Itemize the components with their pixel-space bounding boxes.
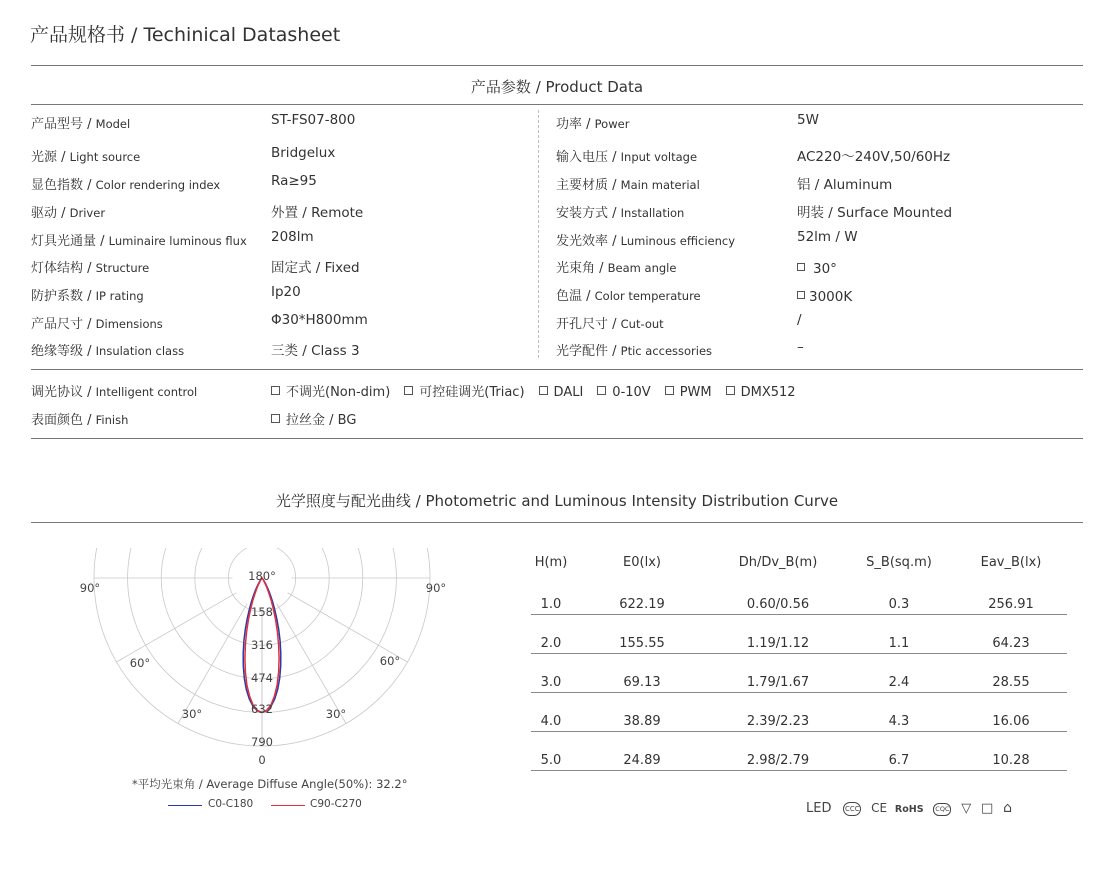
table-header: H(m) <box>534 554 568 570</box>
table-cell: 24.89 <box>571 732 713 771</box>
polar-label: 158 <box>251 605 273 619</box>
table-cell: 2.0 <box>531 615 571 654</box>
spec-label: 光源 / Light source <box>31 150 141 165</box>
table-cell: 4.0 <box>531 693 571 732</box>
spec-label: 安装方式 / Installation <box>556 206 685 221</box>
table-cell: 622.19 <box>571 576 713 615</box>
photometric-table <box>531 548 1067 771</box>
spec-label: 灯体结构 / Structure <box>31 261 150 276</box>
table-cell: 38.89 <box>571 693 713 732</box>
divider <box>31 522 1083 523</box>
table-cell: 2.39/2.23 <box>713 693 843 732</box>
divider <box>31 438 1083 439</box>
table-header: S_B(sq.m) <box>866 554 932 570</box>
table-cell: 10.28 <box>955 732 1067 771</box>
spec-value <box>271 112 355 128</box>
spec-label: 主要材质 / Main material <box>556 178 700 193</box>
table-header: Dh/Dv_B(m) <box>738 554 818 570</box>
polar-distribution-diagram <box>70 548 460 768</box>
polar-label: 30° <box>181 707 203 721</box>
checkbox-icon <box>597 386 606 395</box>
polar-label: 474 <box>251 671 273 685</box>
table-row <box>531 615 1067 654</box>
spec-value <box>797 112 819 128</box>
spec-value-text: 三类 / Class 3 <box>271 343 360 359</box>
table-cell: 1.79/1.67 <box>713 654 843 693</box>
page-title: 产品规格书 / Techinical Datasheet <box>30 24 341 46</box>
table-row <box>531 693 1067 732</box>
checkbox-icon <box>797 263 805 271</box>
spec-label: 功率 / Power <box>556 117 630 132</box>
cqc-mark-icon: CQC <box>933 803 951 816</box>
divider <box>31 65 1083 66</box>
spec-value-text: 外置 / Remote <box>271 205 364 221</box>
legend-line-c0 <box>168 805 202 806</box>
table-header: Eav_B(lx) <box>980 554 1042 570</box>
polar-label: 60° <box>129 656 151 670</box>
table-cell: 155.55 <box>571 615 713 654</box>
divider <box>31 104 1083 105</box>
table-cell: 2.4 <box>843 654 955 693</box>
polar-label: 790 <box>251 735 273 749</box>
table-cell: 1.19/1.12 <box>713 615 843 654</box>
spec-value-text: 固定式 / Fixed <box>271 260 360 276</box>
spec-label: 开孔尺寸 / Cut-out <box>556 317 664 332</box>
option-item: DMX512 <box>726 385 796 400</box>
spec-value-text: Ra≥95 <box>271 173 317 189</box>
polar-label: 632 <box>251 702 273 716</box>
option-item: PWM <box>665 385 712 400</box>
spec-value-text: / <box>797 312 802 328</box>
table-row <box>531 732 1067 771</box>
spec-value-text: 52lm / W <box>797 229 858 245</box>
table-cell: 5.0 <box>531 732 571 771</box>
spec-value <box>271 145 335 161</box>
option-item: 拉丝金 / BG <box>271 413 356 428</box>
checkbox-icon <box>539 386 548 395</box>
spec-label: 驱动 / Driver <box>31 206 106 221</box>
spec-value <box>797 173 892 193</box>
table-cell: 0.3 <box>843 576 955 615</box>
spec-value-text: 208lm <box>271 229 314 245</box>
control-label: 调光协议 / Intelligent control <box>31 385 198 400</box>
polar-label: 0 <box>258 753 266 767</box>
table-header: E0(lx) <box>623 554 661 570</box>
spec-value <box>271 229 314 245</box>
checkbox-icon <box>404 386 413 395</box>
spec-value <box>797 289 852 305</box>
table-row <box>531 576 1067 615</box>
spec-label: 产品型号 / Model <box>31 117 131 132</box>
photometric-title: 光学照度与配光曲线 / Photometric and Luminous Intensity Distribution Curve <box>275 492 839 510</box>
table-cell: 64.23 <box>955 615 1067 654</box>
divider <box>31 369 1083 370</box>
spec-label: 发光效率 / Luminous efficiency <box>556 234 736 249</box>
table-cell: 3.0 <box>531 654 571 693</box>
polar-label: 60° <box>379 654 401 668</box>
control-options <box>271 381 810 400</box>
spec-label: 光学配件 / Ptic accessories <box>556 344 713 359</box>
spec-value-text: Bridgelux <box>271 145 336 161</box>
polar-label: 30° <box>325 707 347 721</box>
option-item: 0-10V <box>597 385 650 400</box>
spec-value-text: Φ30*H800mm <box>271 312 368 328</box>
spec-label: 产品尺寸 / Dimensions <box>31 317 163 332</box>
spec-label: 绝缘等级 / Insulation class <box>31 344 185 359</box>
spec-label: 色温 / Color temperature <box>556 289 701 304</box>
checkbox-icon <box>271 386 280 395</box>
house-mark-icon: ⌂ <box>1003 800 1013 816</box>
table-cell: 4.3 <box>843 693 955 732</box>
spec-value <box>797 229 858 245</box>
legend-label-c0: C0-C180 <box>208 798 254 810</box>
spec-value-text: 铝 / Aluminum <box>797 177 893 193</box>
spec-label: 防护系数 / IP rating <box>31 289 144 304</box>
spec-value-text: Ip20 <box>271 284 301 300</box>
polar-label: 316 <box>251 638 273 652</box>
ce-mark: CE <box>871 801 888 815</box>
spec-value <box>271 284 301 300</box>
product-data-title: 产品参数 / Product Data <box>470 78 644 96</box>
beam-angle-note: *平均光束角 / Average Diffuse Angle(50%): 32.2° <box>132 777 408 791</box>
legend-line-c90 <box>271 805 305 806</box>
spec-value-text: – <box>797 339 804 355</box>
spec-value-text: 3000K <box>809 289 853 305</box>
legend-label-c90: C90-C270 <box>310 798 362 810</box>
table-row <box>531 654 1067 693</box>
spec-value <box>797 312 802 328</box>
spec-value-text: 5W <box>797 112 819 128</box>
polar-label: 90° <box>79 581 101 595</box>
spec-value <box>797 339 804 355</box>
checkbox-icon <box>726 386 735 395</box>
table-cell: 1.1 <box>843 615 955 654</box>
square-mark-icon: □ <box>981 801 994 816</box>
finish-options <box>271 409 370 428</box>
ccc-mark-icon: CCC <box>843 802 861 816</box>
spec-label: 显色指数 / Color rendering index <box>31 178 221 193</box>
certification-marks <box>806 800 1012 816</box>
table-cell: 69.13 <box>571 654 713 693</box>
spec-value <box>271 256 360 276</box>
polar-label: 180° <box>248 569 276 583</box>
finish-label: 表面颜色 / Finish <box>31 413 129 428</box>
spec-value <box>271 339 360 359</box>
spec-value <box>797 145 950 165</box>
spec-value <box>797 201 952 221</box>
spec-value-text: 30° <box>813 261 837 277</box>
spec-value <box>271 312 368 328</box>
spec-value <box>271 201 363 221</box>
led-mark: LED <box>806 801 832 816</box>
polar-label: 90° <box>425 581 447 595</box>
checkbox-icon <box>271 414 280 423</box>
spec-value <box>271 173 317 189</box>
spec-label: 光束角 / Beam angle <box>556 261 677 276</box>
spec-value-text: 明装 / Surface Mounted <box>797 205 953 221</box>
table-cell: 256.91 <box>955 576 1067 615</box>
table-cell: 1.0 <box>531 576 571 615</box>
checkbox-icon <box>665 386 674 395</box>
spec-value-text: ST-FS07-800 <box>271 112 356 128</box>
table-cell: 6.7 <box>843 732 955 771</box>
rohs-mark: RoHS <box>894 804 924 815</box>
table-cell: 16.06 <box>955 693 1067 732</box>
spec-label: 灯具光通量 / Luminaire luminous flux <box>31 234 247 249</box>
triangle-mark-icon: ▽ <box>961 801 972 816</box>
table-cell: 2.98/2.79 <box>713 732 843 771</box>
column-separator <box>538 110 539 358</box>
option-item: 不调光(Non-dim) <box>271 385 390 400</box>
option-item: 可控硅调光(Triac) <box>404 385 524 400</box>
checkbox-icon <box>797 291 805 299</box>
spec-value <box>797 261 837 277</box>
table-cell: 0.60/0.56 <box>713 576 843 615</box>
table-cell: 28.55 <box>955 654 1067 693</box>
spec-value-text: AC220～240V,50/60Hz <box>797 149 951 165</box>
spec-label: 输入电压 / Input voltage <box>556 150 698 165</box>
option-item: DALI <box>539 385 584 400</box>
